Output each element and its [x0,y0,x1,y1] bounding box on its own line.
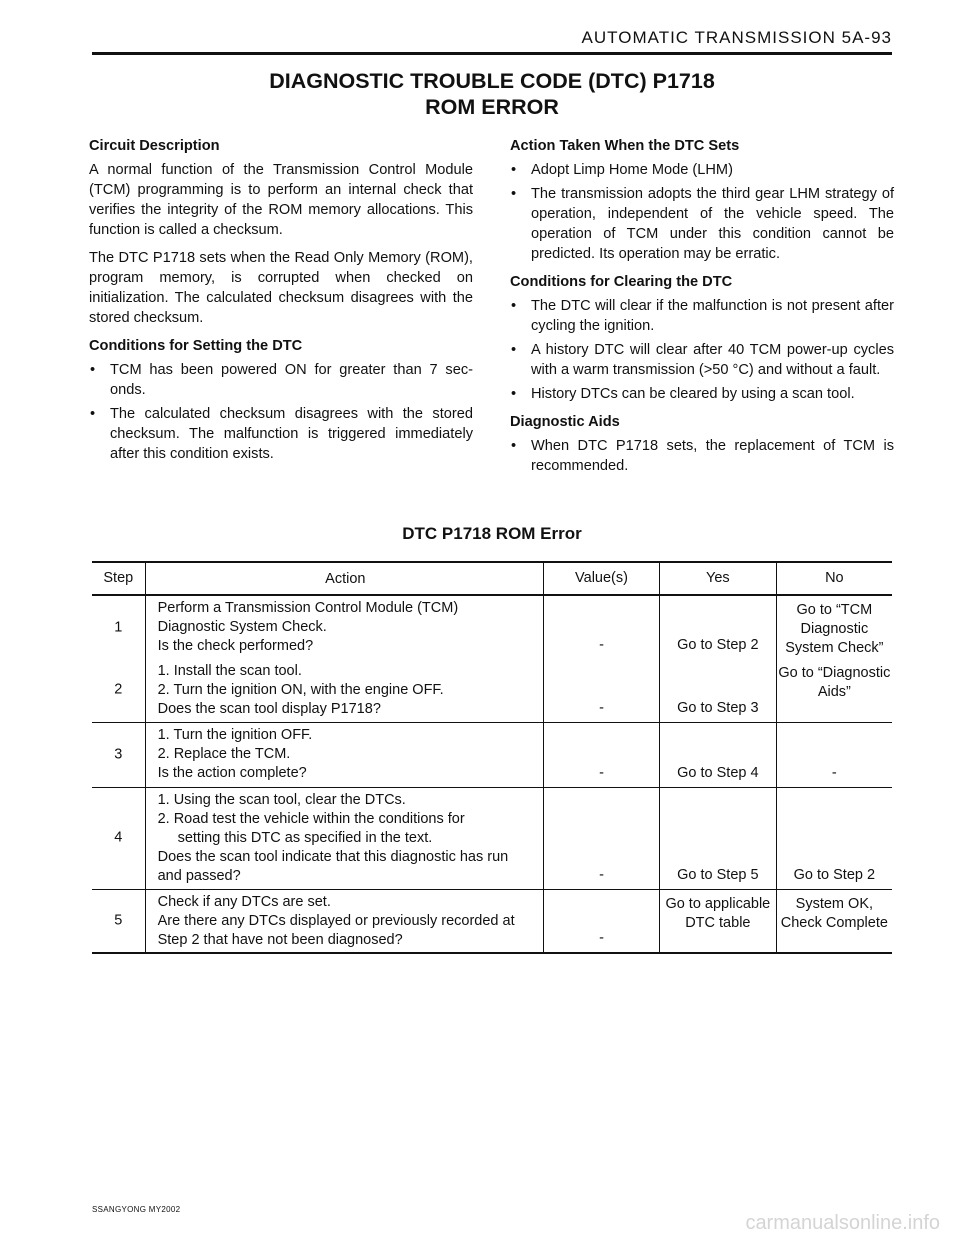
action-cell [145,659,543,722]
action-line: setting this DTC as specified in the text. [177,829,433,846]
value-cell [544,659,660,722]
diagnostic-aids-heading: Diagnostic Aids [510,414,620,430]
table-row [92,659,892,722]
step-number: 1 [114,619,123,635]
header-values: Value(s) [544,562,660,595]
step-number: 3 [114,746,123,762]
header-action: Action [145,562,543,595]
list-item: • TCM has been powered ON for greater than 7 sec- onds. [89,360,473,400]
list-item: • The transmission adopts the third gear LHM strategy of operation, independent of the vehicle speed. The operation of TCM under this condition cannot be predicted. Its operation may be erratic. [510,184,894,264]
no-cell [776,889,892,953]
diagnostic-table [92,561,892,954]
yes-cell [659,659,776,722]
page-title [92,68,892,120]
yes-text: Go to Step 2 [677,637,759,653]
value-cell [544,787,660,889]
action-taken-list [510,160,894,264]
action-line: Is the check performed? [157,638,314,654]
step-cell [92,722,145,787]
yes-cell [659,595,776,659]
no-cell [776,595,892,659]
action-line: 1. Using the scan tool, clear the DTCs. [157,791,406,808]
action-line: Perform a Transmission Control Module (TCM) [157,600,459,616]
yes-text: Go to Step 3 [677,699,759,716]
circuit-paragraph-1: A normal function of the Transmission Control Module (TCM) programming is to perform an internal check that verifies the integrity of the ROM memory allocations. This function is called a checksum. [89,162,473,238]
value-text: - [599,637,604,653]
value-cell [544,722,660,787]
action-line: 1. Turn the ignition OFF. [157,726,313,743]
action-line: Check if any DTCs are set. [157,893,331,910]
page-footer: SSANGYONG MY2002 [92,1205,181,1214]
yes-text: Go to Step 4 [677,764,759,781]
header-no: No [776,562,892,595]
left-column [89,136,473,472]
header-rule [92,52,892,55]
action-line: Are there any DTCs displayed or previously recorded at Step 2 that have not been diagnosed? [157,912,515,948]
action-line: 2. Turn the ignition ON, with the engine OFF. [157,682,444,698]
step-cell [92,595,145,659]
no-text: Go to Step 2 [793,866,876,883]
list-item: • Adopt Limp Home Mode (LHM) [510,160,894,180]
action-line: Does the scan tool indicate that this diagnostic has run and passed? [157,848,509,884]
no-cell [776,659,892,722]
action-taken-heading: Action Taken When the DTC Sets [510,138,740,154]
circuit-description-heading: Circuit Description [89,138,220,154]
action-line: 2. Road test the vehicle within the conditions for [157,810,465,827]
header-yes: Yes [659,562,776,595]
value-cell [544,595,660,659]
yes-text: Go to applicable DTC table [665,895,771,931]
table-row [92,889,892,953]
action-cell [145,722,543,787]
watermark: carmanualsonline.info [745,1212,940,1234]
diagnostic-aids-list [510,436,894,476]
list-item: • The DTC will clear if the malfunction is not present after cycling the ignition. [510,296,894,336]
list-item: • History DTCs can be cleared by using a scan tool. [510,384,894,404]
yes-text: Go to Step 5 [677,866,759,883]
list-item: • A history DTC will clear after 40 TCM power-up cycles with a warm transmission (>50 °C) and without a fault. [510,340,894,380]
yes-cell [659,787,776,889]
table-header-row [92,562,892,595]
table-row [92,595,892,659]
clearing-conditions-heading: Conditions for Clearing the DTC [510,274,733,290]
action-cell [145,787,543,889]
value-text: - [599,866,604,883]
circuit-paragraph-2: The DTC P1718 sets when the Read Only Memory (ROM), program memory, is corrupted when checked on initialization. The calculated checksum disagrees with the stored checksum. [89,250,473,326]
page-header: AUTOMATIC TRANSMISSION 5A-93 [581,28,892,47]
no-cell [776,722,892,787]
value-text: - [599,764,604,781]
setting-conditions-list [89,360,473,464]
title-line-2: ROM ERROR [425,95,559,119]
no-text: - [831,764,837,781]
step-number: 5 [114,912,123,928]
value-text: - [599,699,604,716]
step-cell [92,787,145,889]
action-line: Diagnostic System Check. [157,619,327,635]
right-column [510,136,894,484]
action-line: Does the scan tool display P1718? [157,701,381,717]
no-text: Go to “Diagnostic Aids” [778,665,891,700]
value-text: - [599,929,604,946]
title-line-1: DIAGNOSTIC TROUBLE CODE (DTC) P1718 [269,69,715,93]
yes-cell [659,889,776,953]
table-title: DTC P1718 ROM Error [402,524,582,543]
action-line: Is the action complete? [157,764,307,781]
no-text: System OK, Check Complete [780,895,888,931]
step-number: 2 [114,681,123,698]
step-number: 4 [114,829,123,846]
action-line: 1. Install the scan tool. [157,663,302,679]
action-cell [145,889,543,953]
action-cell [145,595,543,659]
clearing-conditions-list [510,296,894,404]
step-cell [92,659,145,722]
yes-cell [659,722,776,787]
list-item: • The calculated checksum disagrees with the stored checksum. The malfunction is triggered immediately after this condition exists. [89,404,473,464]
step-cell [92,889,145,953]
setting-conditions-heading: Conditions for Setting the DTC [89,338,303,354]
table-row [92,787,892,889]
table-row [92,722,892,787]
no-text: Go to “TCM Diagnostic System Check” [785,602,884,656]
no-cell [776,787,892,889]
list-item: • When DTC P1718 sets, the replacement of TCM is recommended. [510,436,894,476]
action-line: 2. Replace the TCM. [157,745,291,762]
header-step: Step [92,562,145,595]
value-cell [544,889,660,953]
